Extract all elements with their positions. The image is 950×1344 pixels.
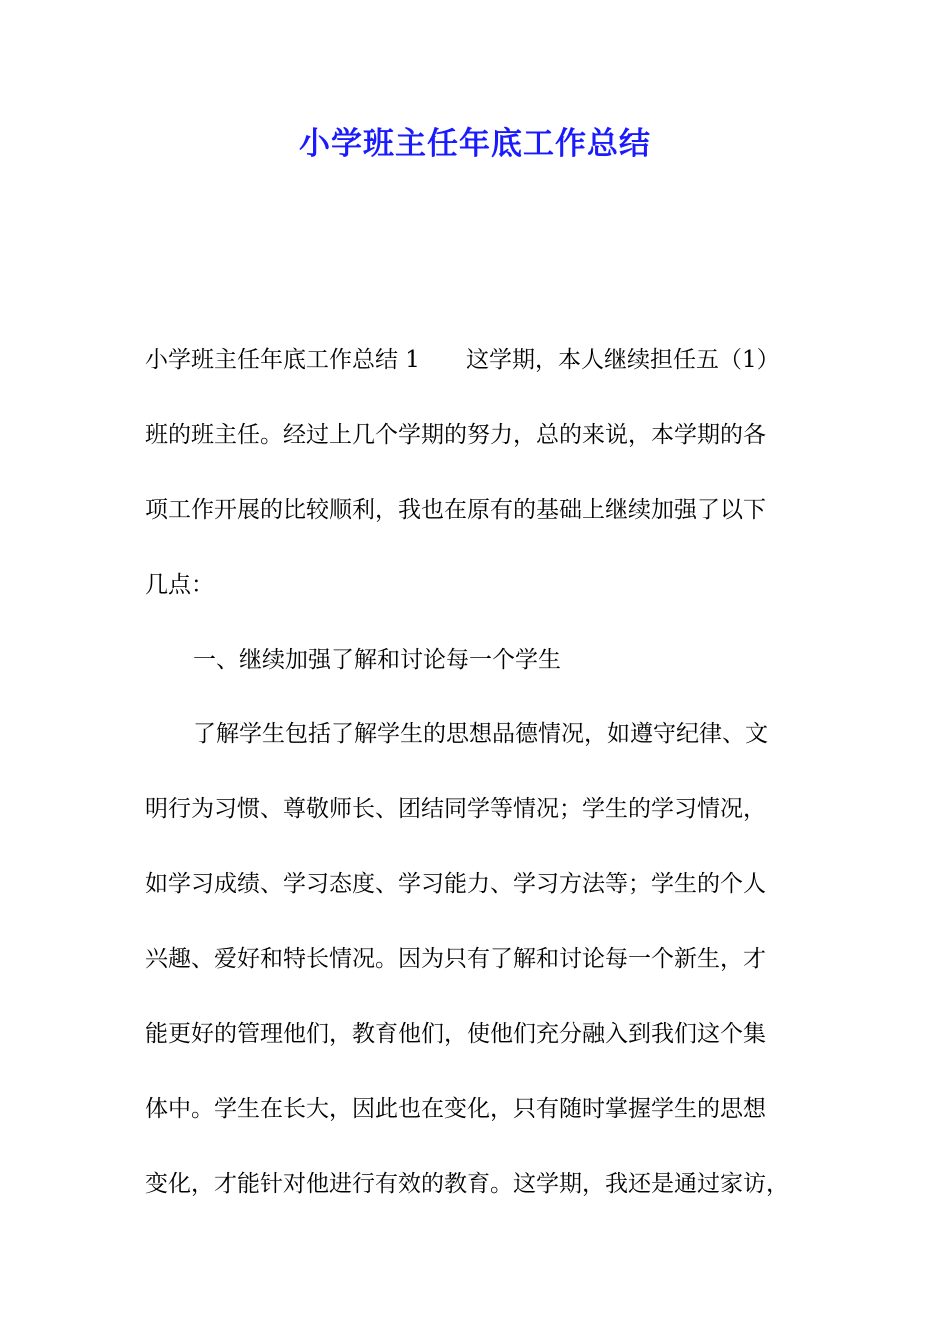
document-title: 小学班主任年底工作总结 [299,126,651,162]
body-line-3: 项工作开展的比较顺利，我也在原有的基础上继续加强了以下 [145,497,766,523]
body-line-10: 能更好的管理他们，教育他们，使他们充分融入到我们这个集 [145,1021,766,1047]
body-line-6: 了解学生包括了解学生的思想品德情况，如遵守纪律、文 [193,721,768,747]
body-line-9: 兴趣、爱好和特长情况。因为只有了解和讨论每一个新生，才 [145,946,766,972]
body-line-8: 如学习成绩、学习态度、学习能力、学习方法等；学生的个人 [145,871,766,897]
body-line-12: 变化，才能针对他进行有效的教育。这学期，我还是通过家访， [145,1171,789,1197]
body-line-4: 几点： [145,572,214,598]
body-line-7: 明行为习惯、尊敬师长、团结同学等情况；学生的学习情况， [145,796,766,822]
body-line-1: 小学班主任年底工作总结 1 这学期，本人继续担任五（1） [145,347,780,373]
section-heading: 一、继续加强了解和讨论每一个学生 [193,647,561,673]
body-line-11: 体中。学生在长大，因此也在变化，只有随时掌握学生的思想 [145,1096,766,1122]
body-line-2: 班的班主任。经过上几个学期的努力，总的来说，本学期的各 [145,422,766,448]
